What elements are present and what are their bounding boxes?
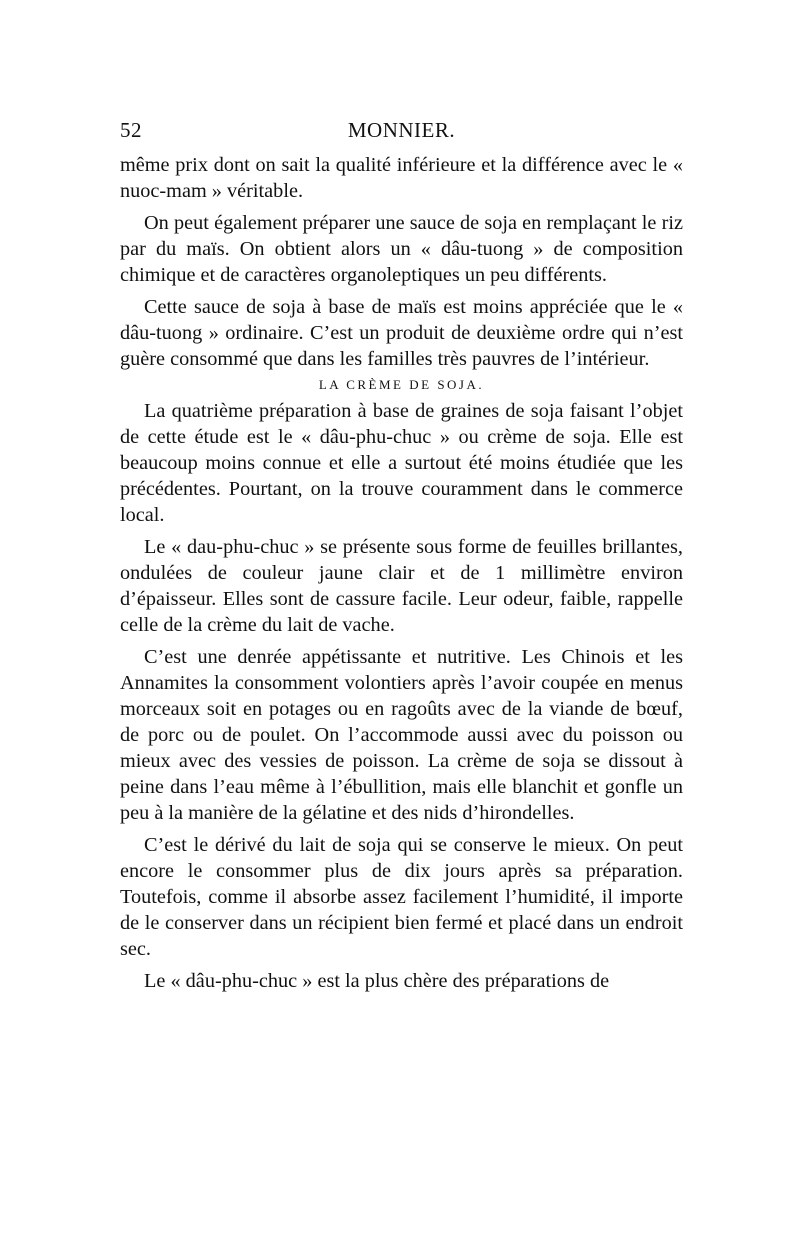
paragraph-creme-conservation: C’est le dérivé du lait de soja qui se conserve le mieux. On peut encore le consommer plus de dix jours après sa préparation. Toutefois, comme il absorbe assez facilement l’humidité, il importe de le conserver dans un récipient bien fermé et placé dans un endroit sec.	[120, 834, 683, 960]
paragraph-sauce-appreciation: Cette sauce de soja à base de maïs est moins appréciée que le « dâu-tuong » ordinaire. C’est un produit de deuxième ordre qui n’est guère consommé que dans les familles très pauvres de l’intérieur.	[120, 296, 683, 370]
paragraph-sauce-mais: On peut également préparer une sauce de soja en remplaçant le riz par du maïs. On obtient alors un « dâu-tuong » de composition chimique et de caractères organoleptiques un peu différents.	[120, 212, 683, 286]
paragraph-creme-intro: La quatrième préparation à base de graines de soja faisant l’objet de cette étude est le « dâu-phu-chuc » ou crème de soja. Elle est beaucoup moins connue et elle a surtout été moins étudiée que les précédentes. Pourtant, on la trouve couramment dans le commerce local.	[120, 400, 683, 526]
section-heading: LA CRÈME DE SOJA.	[318, 377, 485, 392]
paragraph-continued: même prix dont on sait la qualité inférieure et la différence avec le « nuoc-mam » véritable.	[120, 154, 683, 202]
running-title: MONNIER.	[347, 118, 456, 142]
paragraph-creme-consommation: C’est une denrée appétissante et nutritive. Les Chinois et les Annamites la consomment volontiers après l’avoir coupée en menus morceaux soit en potages ou en ragoûts avec de la viande de bœuf, de porc ou de poulet. On l’accommode aussi avec du poisson ou mieux avec des vessies de poisson. La crème de soja se dissout à peine dans l’eau même à l’ébullition, mais elle blanchit et gonfle un peu à la manière de la gélatine et des nids d’hirondelles.	[120, 646, 683, 824]
page-number: 52	[120, 118, 142, 142]
paragraph-creme-aspect: Le « dau-phu-chuc » se présente sous forme de feuilles brillantes, ondulées de couleur jaune clair et de 1 millimètre environ d’épaisseur. Elles sont de cassure facile. Leur odeur, faible, rappelle celle de la crème du lait de vache.	[120, 536, 683, 636]
paragraph-creme-prix: Le « dâu-phu-chuc » est la plus chère des préparations de	[144, 970, 610, 992]
running-head	[120, 118, 683, 146]
body-text	[120, 152, 683, 994]
